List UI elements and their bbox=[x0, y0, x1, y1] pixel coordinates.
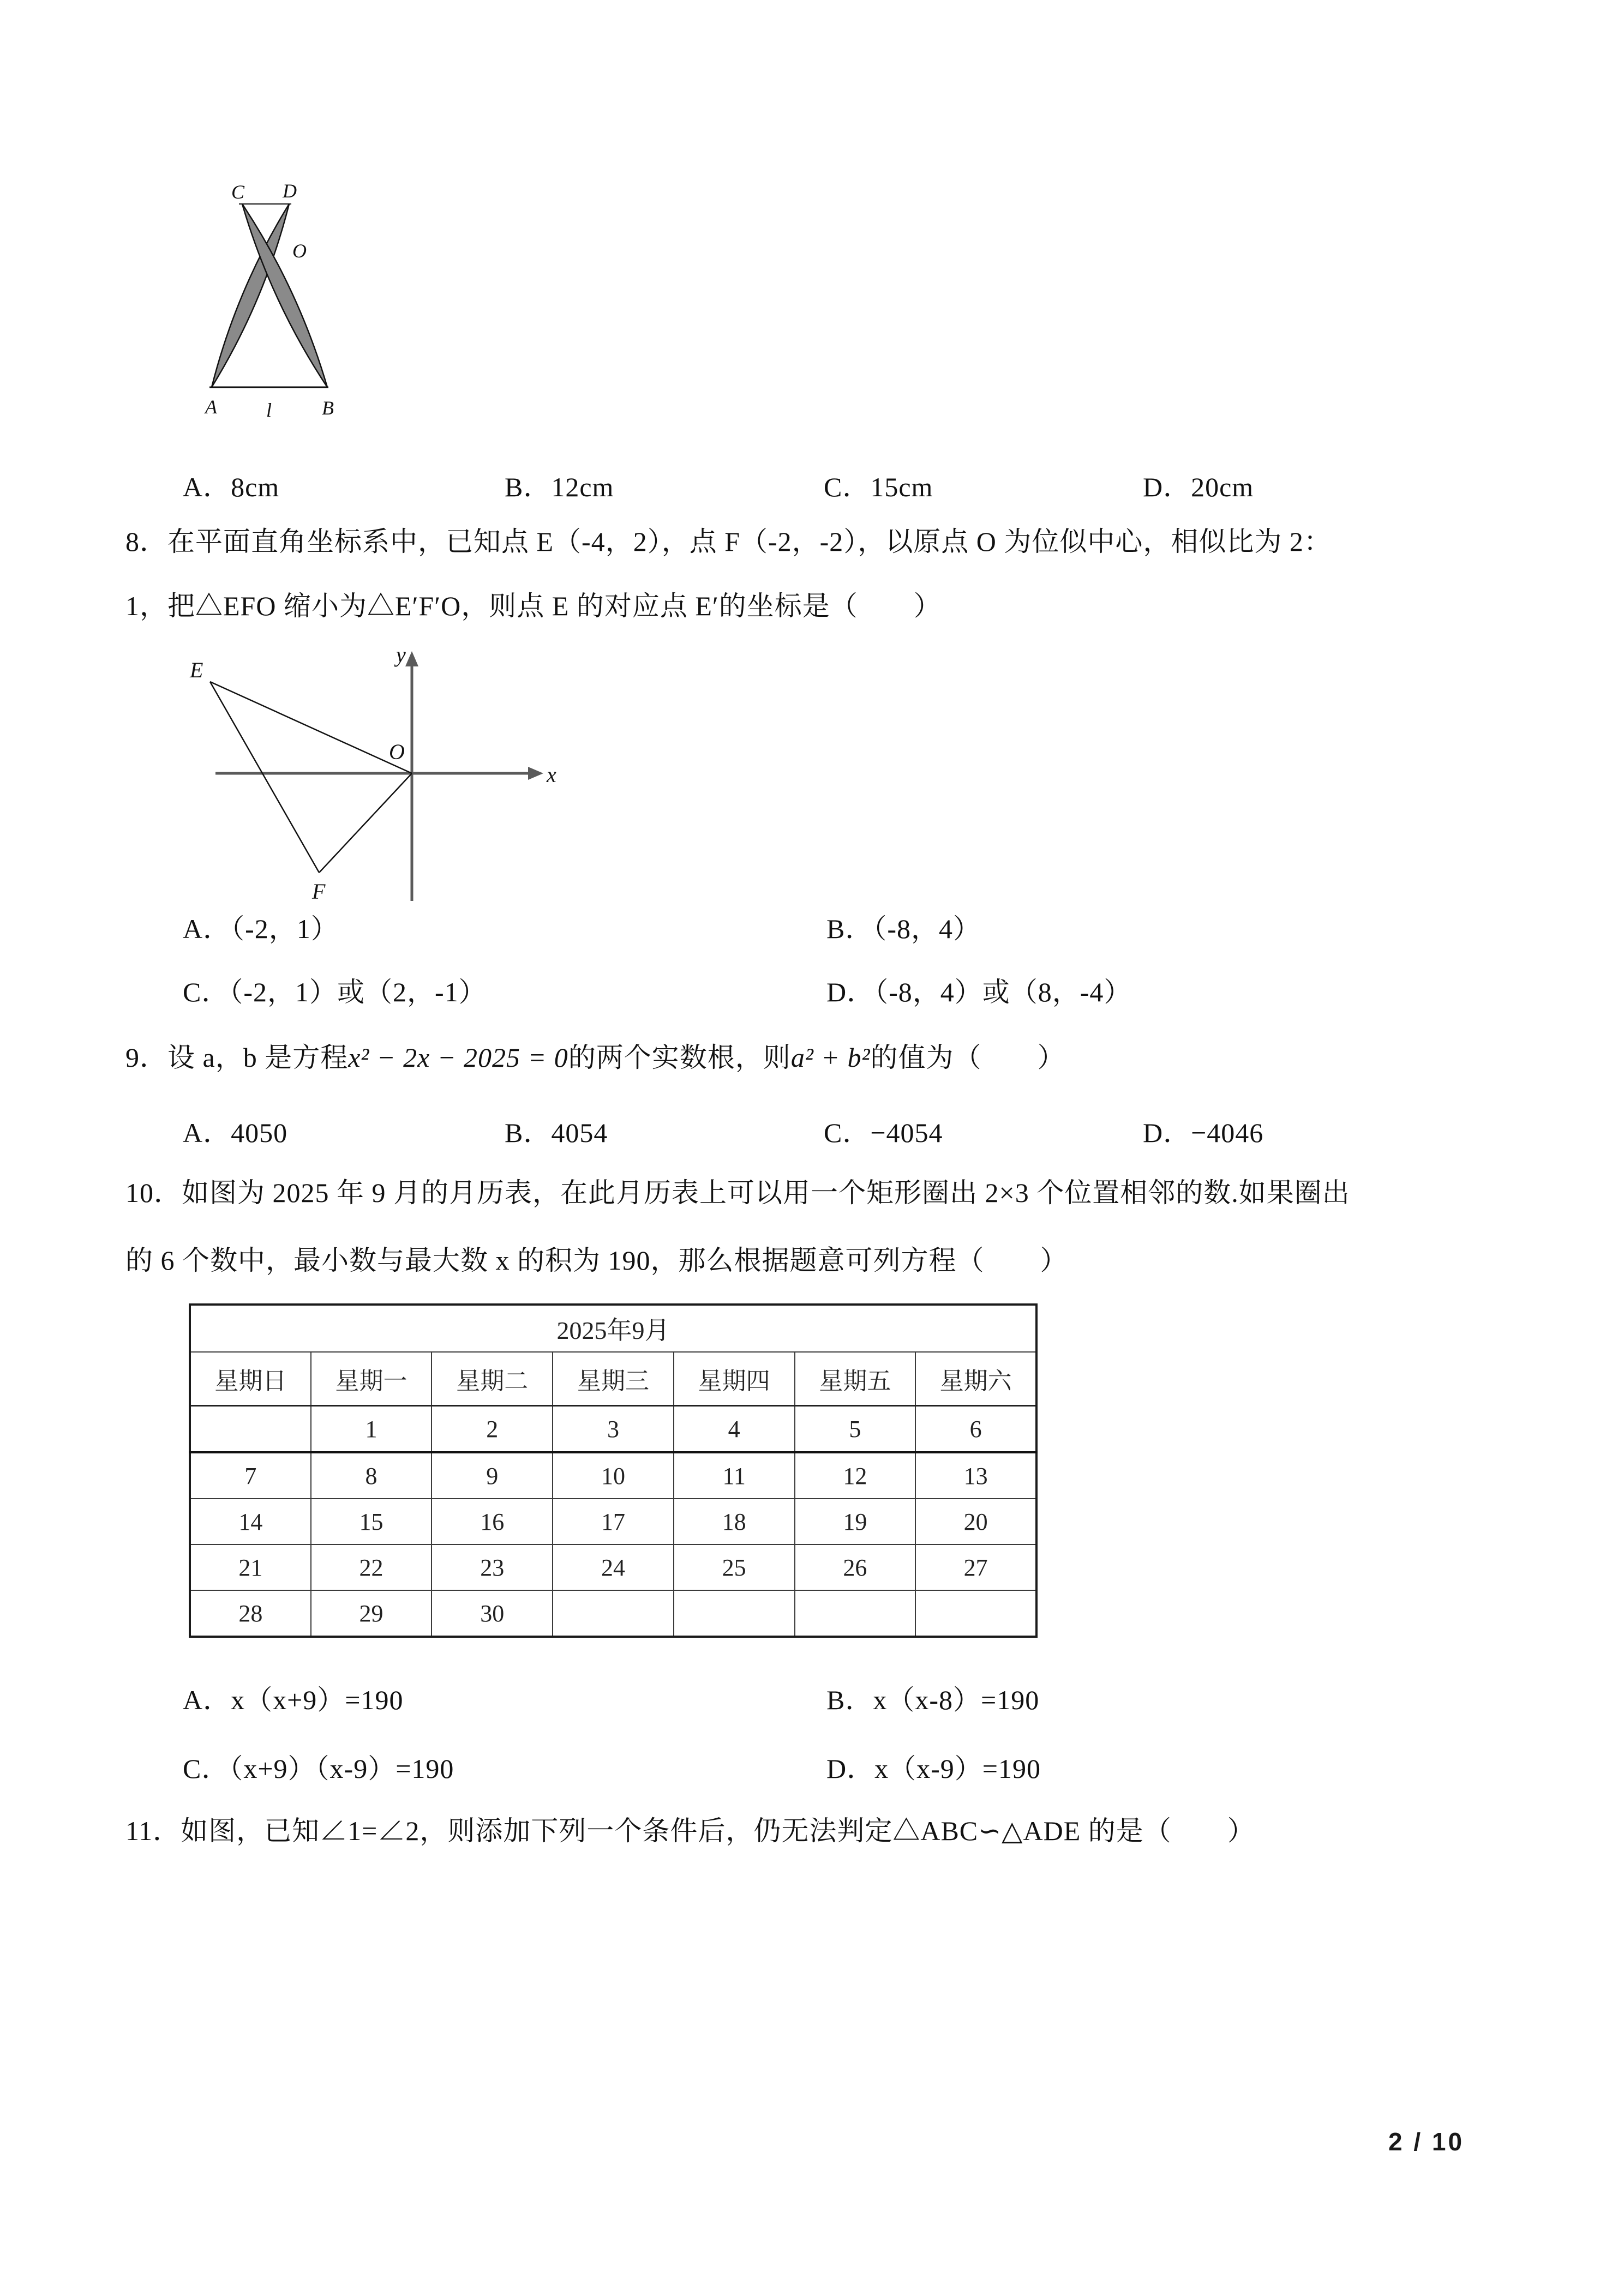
calendar-cell: 6 bbox=[915, 1406, 1036, 1453]
q10-option-A: A．x（x+9）=190 bbox=[183, 1685, 404, 1715]
calendar-cell: 12 bbox=[795, 1452, 916, 1499]
q9-option-B: B．4054 bbox=[505, 1117, 608, 1148]
calendar-cell bbox=[190, 1406, 311, 1453]
calendar-header-tue: 星期二 bbox=[432, 1352, 553, 1406]
calendar-cell: 13 bbox=[915, 1452, 1036, 1499]
calendar-cell: 30 bbox=[432, 1590, 553, 1637]
segment-EO bbox=[210, 682, 412, 773]
calendar-cell: 10 bbox=[553, 1452, 674, 1499]
q9-option-C: C．−4054 bbox=[824, 1117, 943, 1148]
y-axis-arrow bbox=[405, 651, 418, 666]
fig2-label-O: O bbox=[389, 740, 405, 764]
q8-option-A: A．（-2，1） bbox=[183, 913, 339, 944]
q8-option-D: D．（-8，4）或（8，-4） bbox=[826, 977, 1132, 1007]
q7-option-B: B．12cm bbox=[505, 472, 614, 502]
calendar-cell: 27 bbox=[915, 1544, 1036, 1590]
q9-formula-sum: a² + b² bbox=[790, 1042, 871, 1073]
fig2-label-x: x bbox=[547, 762, 556, 787]
calendar-header-sun: 星期日 bbox=[190, 1352, 311, 1406]
calendar-cell: 1 bbox=[311, 1406, 432, 1453]
calendar-cell: 24 bbox=[553, 1544, 674, 1590]
q10-option-D: D．x（x-9）=190 bbox=[826, 1753, 1041, 1784]
calendar-cell: 21 bbox=[190, 1544, 311, 1590]
calendar-cell: 8 bbox=[311, 1452, 432, 1499]
calendar-cell: 14 bbox=[190, 1499, 311, 1544]
calendar-week-row bbox=[190, 1499, 1036, 1544]
q10-option-B: B．x（x-8）=190 bbox=[826, 1685, 1040, 1715]
calendar-cell: 3 bbox=[553, 1406, 674, 1453]
q11-text: 11．如图，已知∠1=∠2，则添加下列一个条件后，仍无法判定△ABC∽△ADE 的是（ ） bbox=[125, 1816, 1255, 1846]
x-axis-arrow bbox=[528, 767, 543, 780]
calendar-cell: 29 bbox=[311, 1590, 432, 1637]
calendar-cell: 18 bbox=[674, 1499, 795, 1544]
segment-EF bbox=[210, 682, 319, 873]
fig1-label-C: C bbox=[231, 181, 245, 203]
calendar-cell: 28 bbox=[190, 1590, 311, 1637]
calendar-cell: 26 bbox=[795, 1544, 916, 1590]
q10-text-line2: 的 6 个数中，最小数与最大数 x 的积为 190，那么根据题意可列方程（ ） bbox=[125, 1245, 1068, 1276]
calendar-week-row bbox=[190, 1590, 1036, 1637]
calendar-table bbox=[189, 1303, 1038, 1638]
calendar-title: 2025年9月 bbox=[190, 1305, 1036, 1352]
q9-text-prefix: 9．设 a，b 是方程 bbox=[125, 1042, 349, 1073]
calendar-header-sat: 星期六 bbox=[915, 1352, 1036, 1406]
segment-FO bbox=[319, 773, 412, 873]
calendar-title-row bbox=[190, 1305, 1036, 1352]
fig2-label-E: E bbox=[190, 658, 203, 682]
calendar-cell: 20 bbox=[915, 1499, 1036, 1544]
calendar-cell: 22 bbox=[311, 1544, 432, 1590]
calendar-header-fri: 星期五 bbox=[795, 1352, 916, 1406]
calendar-cell: 2 bbox=[432, 1406, 553, 1453]
calendar-cell bbox=[674, 1590, 795, 1637]
calendar-cell bbox=[915, 1590, 1036, 1637]
fig2-label-F: F bbox=[312, 879, 326, 904]
q8-text-line2: 1，把△EFO 缩小为△E′F′O，则点 E 的对应点 E′的坐标是（ ） bbox=[125, 591, 942, 621]
calendar-cell: 15 bbox=[311, 1499, 432, 1544]
calendar-cell: 11 bbox=[674, 1452, 795, 1499]
figure-coordinate-plane bbox=[180, 644, 562, 905]
q9-option-D: D．−4046 bbox=[1143, 1117, 1264, 1148]
calendar-week-row bbox=[190, 1406, 1036, 1453]
q7-option-D: D．20cm bbox=[1143, 472, 1254, 502]
q9-text bbox=[125, 1041, 1065, 1075]
calendar-cell: 4 bbox=[674, 1406, 795, 1453]
calendar-header-mon: 星期一 bbox=[311, 1352, 432, 1406]
fig1-label-B: B bbox=[322, 397, 334, 419]
calendar-cell bbox=[795, 1590, 916, 1637]
q10-option-C: C．（x+9）（x-9）=190 bbox=[183, 1753, 454, 1784]
q9-text-suffix: 的值为（ ） bbox=[870, 1042, 1065, 1073]
calendar-cell: 25 bbox=[674, 1544, 795, 1590]
calendar-cell: 16 bbox=[432, 1499, 553, 1544]
q8-option-B: B．（-8，4） bbox=[826, 913, 981, 944]
calendar-week-row bbox=[190, 1544, 1036, 1590]
calendar-cell bbox=[553, 1590, 674, 1637]
q9-formula-equation: x² − 2x − 2025 = 0 bbox=[348, 1042, 568, 1073]
q10-text-line1: 10．如图为 2025 年 9 月的月历表，在此月历表上可以用一个矩形圈出 2×3 个位置相邻的数.如果圈出 bbox=[125, 1177, 1350, 1208]
q8-option-C: C．（-2，1）或（2，-1） bbox=[183, 977, 487, 1007]
fig1-label-l: l bbox=[266, 399, 272, 421]
calendar-header-thu: 星期四 bbox=[674, 1352, 795, 1406]
calendar-cell: 17 bbox=[553, 1499, 674, 1544]
calendar-cell: 5 bbox=[795, 1406, 916, 1453]
fig1-label-O: O bbox=[292, 240, 307, 262]
fig2-label-y: y bbox=[396, 644, 406, 667]
page-number: 2 / 10 bbox=[1388, 2127, 1465, 2156]
calendar-week-row bbox=[190, 1452, 1036, 1499]
calendar-cell: 9 bbox=[432, 1452, 553, 1499]
figure-crossed-strips bbox=[203, 170, 338, 426]
calendar-header-wed: 星期三 bbox=[553, 1352, 674, 1406]
q9-option-A: A．4050 bbox=[183, 1117, 288, 1148]
calendar-cell: 19 bbox=[795, 1499, 916, 1544]
q7-option-C: C．15cm bbox=[824, 472, 933, 502]
q9-text-mid: 的两个实数根，则 bbox=[568, 1042, 791, 1073]
fig1-label-A: A bbox=[205, 396, 217, 418]
calendar-cell: 7 bbox=[190, 1452, 311, 1499]
calendar-header-row bbox=[190, 1352, 1036, 1406]
q8-text-line1: 8．在平面直角坐标系中，已知点 E（-4，2），点 F（-2，-2），以原点 O 为位似中心，相似比为 2： bbox=[125, 526, 1332, 557]
calendar-cell: 23 bbox=[432, 1544, 553, 1590]
q7-option-A: A．8cm bbox=[183, 472, 280, 502]
fig1-label-D: D bbox=[283, 180, 297, 202]
